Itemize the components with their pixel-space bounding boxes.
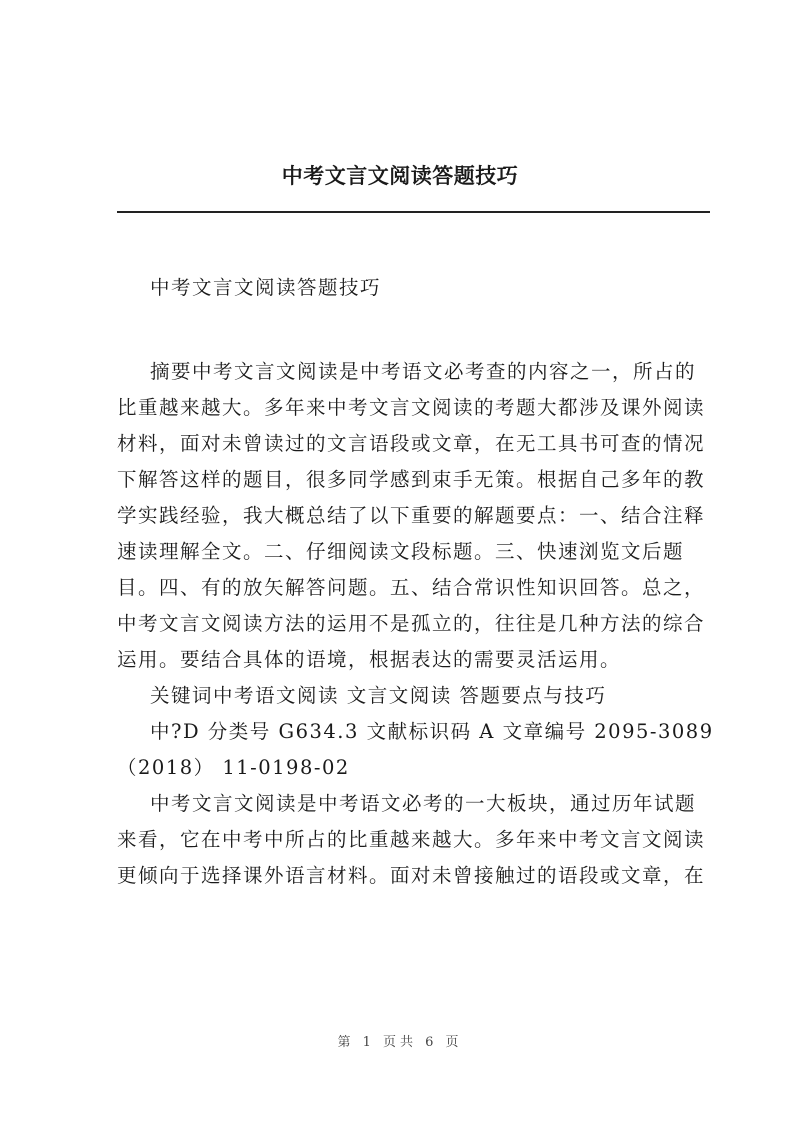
text-line: 下解答这样的题目，很多同学感到束手无策。根据自己多年的教	[117, 468, 706, 491]
text-line: 中考文言文阅读方法的运用不是孤立的，往往是几种方法的综合	[117, 612, 706, 635]
classification-line: （2018） 11-0198-02	[117, 756, 350, 779]
text-line: 中考文言文阅读是中考语文必考的一大板块，通过历年试题	[150, 792, 697, 815]
text-line: 来看，它在中考中所占的比重越来越大。多年来中考文言文阅读	[117, 828, 706, 851]
text-line: 学实践经验，我大概总结了以下重要的解题要点：一、结合注释	[117, 504, 706, 527]
text-line: 速读理解全文。二、仔细阅读文段标题。三、快速浏览文后题	[117, 540, 685, 563]
text-line: 材料，面对未曾读过的文言语段或文章，在无工具书可查的情况	[117, 432, 706, 455]
text-line: 比重越来越大。多年来中考文言文阅读的考题大都涉及课外阅读	[117, 396, 706, 419]
document-title: 中考文言文阅读答题技巧	[150, 276, 382, 299]
classification-line: 中?D 分类号 G634.3 文献标识码 A 文章编号 2095-3089	[150, 720, 714, 743]
header-divider	[117, 211, 710, 213]
page-number-footer: 第 1 页共 6 页	[337, 1035, 463, 1050]
text-line: 更倾向于选择课外语言材料。面对未曾接触过的语段或文章，在	[117, 864, 706, 887]
text-line: 运用。要结合具体的语境，根据表达的需要灵活运用。	[117, 648, 622, 671]
text-line: 摘要中考文言文阅读是中考语文必考查的内容之一，所占的	[150, 360, 697, 383]
page-header-title: 中考文言文阅读答题技巧	[281, 163, 519, 188]
text-line: 目。四、有的放矢解答问题。五、结合常识性知识回答。总之，	[117, 576, 706, 599]
keywords-line: 关键词中考语文阅读 文言文阅读 答题要点与技巧	[150, 684, 607, 707]
abstract-paragraph	[117, 354, 717, 894]
